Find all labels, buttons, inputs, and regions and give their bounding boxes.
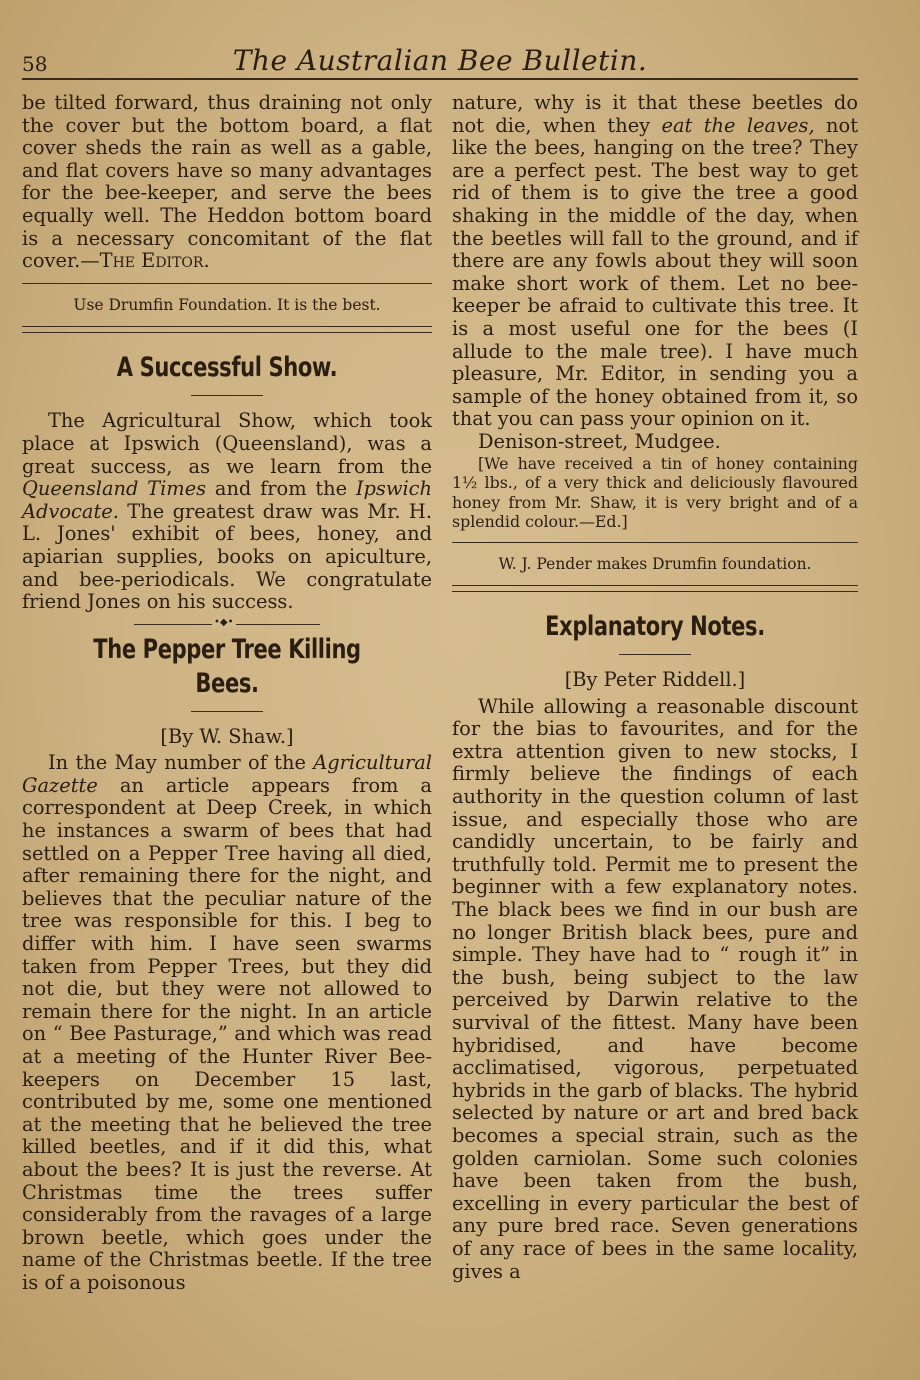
article-text: not like the bees, hanging on the tree? They are a perfect pest. The best way to get rid of them is to give the tree a good shaking in the middle of the day, when the beetles will fall to the ground, and if there are any fowls about they will soon make short work of them. Let no bee-keeper be afraid to cultivate this tree. It is a most useful one for the bees (I allude to the male tree). I have much pleasure, Mr. Editor, in sending you a sample of the honey obtained from it, so that you can pass your opinion on it. (452, 113, 858, 431)
header-rule (22, 78, 858, 80)
newspaper-name: Queensland Times (22, 477, 207, 501)
editor-signature: The Editor. (99, 249, 210, 273)
short-rule (191, 711, 263, 712)
article-text: In the May number of the (48, 751, 314, 775)
article-text: and from the (206, 477, 356, 501)
pepper-article-paragraph (22, 752, 432, 1294)
right-column (452, 92, 858, 1283)
pepper-continued-paragraph (452, 92, 858, 431)
emphasis-text: eat the leaves, (661, 113, 815, 137)
article-text: The Agricultural Show, which took place at Ipswich (Queensland), was a great success, as we learn from the (22, 409, 432, 478)
left-column (22, 92, 432, 1295)
fleuron-divider (134, 616, 320, 628)
author-address: Denison-street, Mudgee. (478, 429, 721, 453)
drumfin-advert: Use Drumfin Foundation. It is the best. (73, 295, 381, 314)
article-headline: A Successful Show. (116, 352, 338, 384)
short-rule (619, 654, 691, 655)
article-headline: Explanatory Notes. (545, 611, 765, 643)
article-headline: The Pepper Tree Killing Bees. (93, 633, 361, 699)
article-byline: [By Peter Riddell.] (564, 668, 746, 692)
page-header (22, 44, 858, 84)
article-text: nature, why is it that these beetles do not die, when they (452, 91, 858, 137)
divider (22, 332, 432, 333)
newspaper-name: Ipswich Advocate. (22, 477, 432, 523)
page-number: 58 (22, 52, 48, 76)
short-rule (191, 395, 263, 396)
show-article-paragraph (22, 410, 432, 613)
editor-reply-paragraph (22, 92, 432, 273)
notes-article-paragraph: While allowing a reasonable discount for the bias to favourites, and for the extra attention given to new stocks, I firmly believe the findings of each authority in the question column of last issue, and especially those who are candidly uncertain, to be fairly and truthfully told. Permit me to present the beginner with a few explanatory notes. The black bees we find in our bush are no longer British black bees, pure and simple. They have had to “ rough it” in the bush, being subject to the law perceived by Darwin relative to the survival of the fittest. Many have been hybridised, and have become acclimatised, vigorous, perpetuated hybrids in the garb of blacks. The hybrid selected by nature or art and bred back becomes a special strain, such as the golden carniolan. Some such colonies have been taken from the bush, excelling in every particular the best of any pure bred race. Seven generations of any race of bees in the same locality, gives a (452, 694, 858, 1283)
pender-advert: W. J. Pender makes Drumfin foundation. (498, 554, 812, 573)
journal-name: Agricultural Gazette (22, 751, 432, 797)
article-text: The greatest draw was Mr. H. L. Jones' exhibit of bees, honey, and apiarian supplies, books on apiculture, and bee-periodicals. We congratulate friend Jones on his success. (22, 499, 432, 614)
running-title: The Australian Bee Bulletin. (232, 44, 648, 77)
ornament-icon: •◆• (214, 616, 234, 628)
article-byline: [By W. Shaw.] (160, 724, 294, 748)
article-text: an article appears from a correspondent at Deep Creek, in which he instances a swarm of bees that had settled on a Pepper Tree having all died, after remaining there for the night, and believes that the peculiar nature of the tree was responsible for this. I beg to differ with him. I have seen swarms taken from Pepper Trees, but they did not die, but they were not allowed to remain there for the night. In an article on “ Bee Pasturage,” and which was read at a meeting of the Hunter River Bee-keepers on December 15 last, contributed by me, some one mentioned at the meeting that he believed the tree killed beetles, and if it did this, what about the bees? It is just the reverse. At Christmas time the trees suffer considerably from the ravages of a large brown beetle, which goes under the name of the Christmas beetle. If the tree is of a poisonous (22, 773, 432, 1294)
editor-reply-text: be tilted forward, thus draining not only the cover but the bottom board, a flat cover sheds the rain as well as a gable, and flat covers have so many advantages for the bee-keeper, and serve the bees equally well. The Heddon bottom board is a necessary concomitant of the flat cover.— (22, 91, 432, 273)
divider (452, 591, 858, 592)
editor-note: [We have received a tin of honey containing 1½ lbs., of a very thick and deliciously flavoured honey from Mr. Shaw, it is very bright and of a splendid colour.—Ed.] (452, 453, 858, 531)
